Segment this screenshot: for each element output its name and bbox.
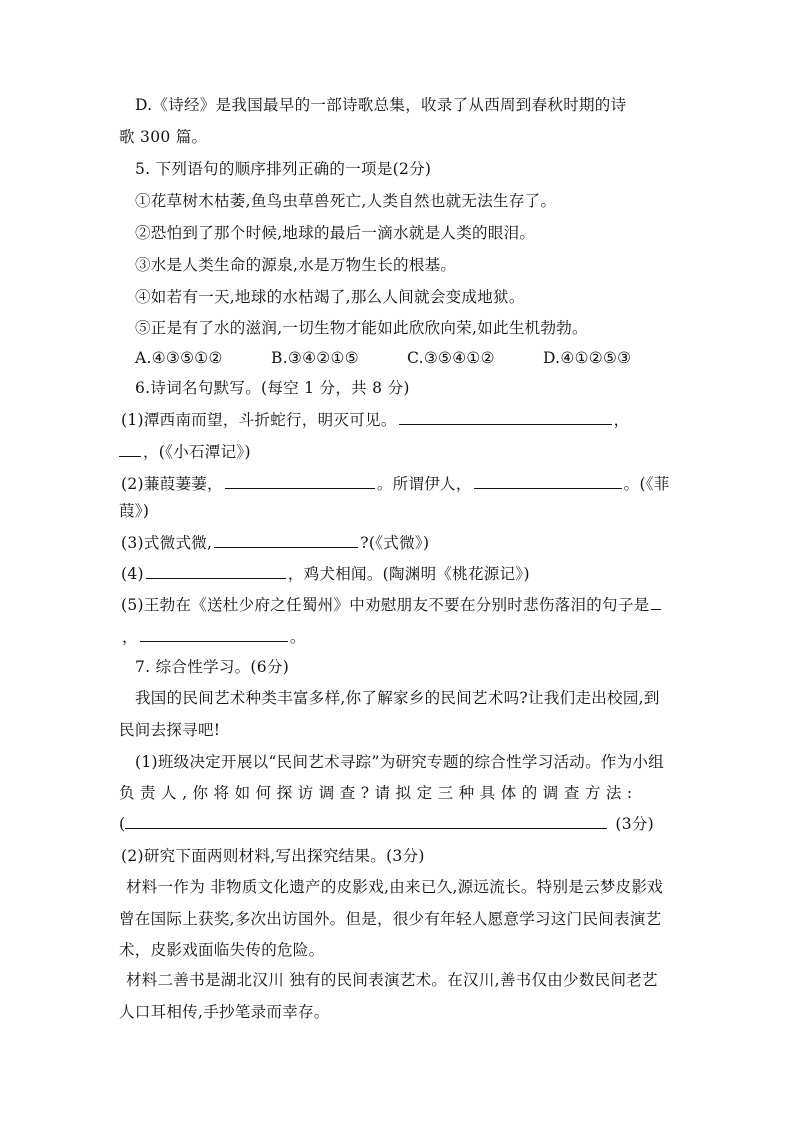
q5-sentence-3: ③水是人类生命的源泉,水是万物生长的根基。: [135, 256, 457, 274]
q7-material1-line3: 术，皮影戏面临失传的危险。: [119, 941, 325, 959]
q5-option-d: D.④①②⑤③: [543, 349, 632, 367]
q5-option-c: C.③⑤④①②: [407, 349, 495, 367]
q6-item-5-line1: [121, 595, 681, 615]
q7-material1-line1: 材料一作为 非物质文化遗产的皮影戏,由来已久,源远流长。特别是云梦皮影戏: [126, 878, 664, 896]
answer-blank[interactable]: [399, 410, 612, 425]
q7-part1-score: (3分): [615, 815, 655, 833]
q6-title: 6.诗词名句默写。(每空 1 分，共 8 分): [135, 379, 410, 397]
q5-sentence-5: ⑤正是有了水的滋润,一切生物才能如此欣欣向荣,如此生机勃勃。: [135, 319, 588, 337]
q5-option-a: A.④③⑤①②: [135, 349, 223, 367]
q5-sentence-4: ④如若有一天,地球的水枯竭了,那么人间就会变成地狱。: [135, 288, 525, 306]
q5-sentence-1: ①花草树木枯萎,鱼鸟虫草兽死亡,人类自然也就无法生存了。: [135, 192, 557, 210]
q6-item-4: [121, 564, 681, 584]
q4-option-d-line2: 歌 300 篇。: [119, 128, 208, 146]
q7-part1-line1: (1)班级决定开展以“民间艺术寻踪”为研究专题的综合性学习活动。作为小组: [135, 753, 665, 771]
answer-blank[interactable]: [119, 442, 141, 457]
answer-blank[interactable]: [225, 474, 375, 489]
answer-blank[interactable]: [140, 627, 288, 642]
q5-option-b: B.③④②①⑤: [271, 349, 359, 367]
q6-item-1-line1: [121, 410, 681, 430]
q6-item-1-comma: ，: [613, 411, 630, 429]
answer-blank[interactable]: [214, 533, 358, 548]
answer-blank[interactable]: [146, 564, 286, 579]
q5-title: 5. 下列语句的顺序排列正确的一项是(2分): [135, 160, 432, 178]
q6-item-2-mid: 。所谓伊人，: [376, 475, 472, 493]
q7-part1-line2: 负 责 人 , 你 将 如 何 探 访 调 查 ? 请 拟 定 三 种 具 体 的 调 查 方 法 :: [119, 784, 633, 802]
q6-item-1-text: (1)潭西南而望，斗折蛇行，明灭可见。: [121, 411, 397, 429]
q7-intro-line1: 我国的民间艺术种类丰富多样,你了解家乡的民间艺术吗?让我们走出校园,到: [135, 689, 660, 707]
q4-option-d-line1: D.《诗经》是我国最早的一部诗歌总集，收录了从西周到春秋时期的诗: [135, 96, 627, 114]
q7-part1-open: (: [119, 815, 126, 833]
q7-intro-line2: 民间去探寻吧!: [119, 721, 221, 739]
q6-item-2-line2: 葭》): [119, 502, 150, 520]
answer-blank[interactable]: [125, 814, 607, 829]
q6-item-4-num: (4): [121, 565, 144, 583]
q7-part1-line3: [119, 814, 679, 834]
q6-item-3-source: ?(《式微》): [360, 534, 430, 552]
q7-material2-line1: 材料二善书是湖北汉川 独有的民间表演艺术。在汉川,善书仅由少数民间老艺: [126, 971, 658, 989]
q6-item-3: [121, 533, 681, 553]
q6-item-4-source: ，鸡犬相闻。(陶渊明《桃花源记》): [287, 565, 530, 583]
answer-blank[interactable]: [651, 595, 661, 610]
q7-title: 7. 综合性学习。(6分): [135, 658, 290, 676]
q6-item-3-text: (3)式微式微,: [121, 534, 213, 552]
q6-item-5-comma: ，: [122, 628, 138, 646]
q7-part2-title: (2)研究下面两则材料,写出探究结果。(3分): [121, 847, 425, 865]
q5-sentence-2: ②恐怕到了那个时候,地球的最后一滴水就是人类的眼泪。: [135, 224, 536, 242]
q6-item-5-end: 。: [289, 628, 306, 646]
q6-item-1-source: ，(《小石潭记》): [143, 443, 251, 461]
q7-material2-line2: 人口耳相传,手抄笔录而幸存。: [119, 1003, 330, 1021]
q6-item-1-line2: [119, 442, 679, 462]
q6-item-5-text: (5)王勃在《送杜少府之任蜀州》中劝慰朋友不要在分别时悲伤落泪的句子是: [121, 596, 650, 614]
q6-item-2-source: 。(《菲: [623, 475, 670, 493]
q6-item-5-line2: [122, 627, 682, 647]
answer-blank[interactable]: [474, 474, 622, 489]
q6-item-2-line1: [121, 474, 681, 494]
q6-item-2-text: (2)蒹葭萋萋，: [121, 475, 223, 493]
q7-material1-line2: 曾在国际上获奖,多次出访国外。但是，很少有年轻人愿意学习这门民间表演艺: [119, 910, 662, 928]
